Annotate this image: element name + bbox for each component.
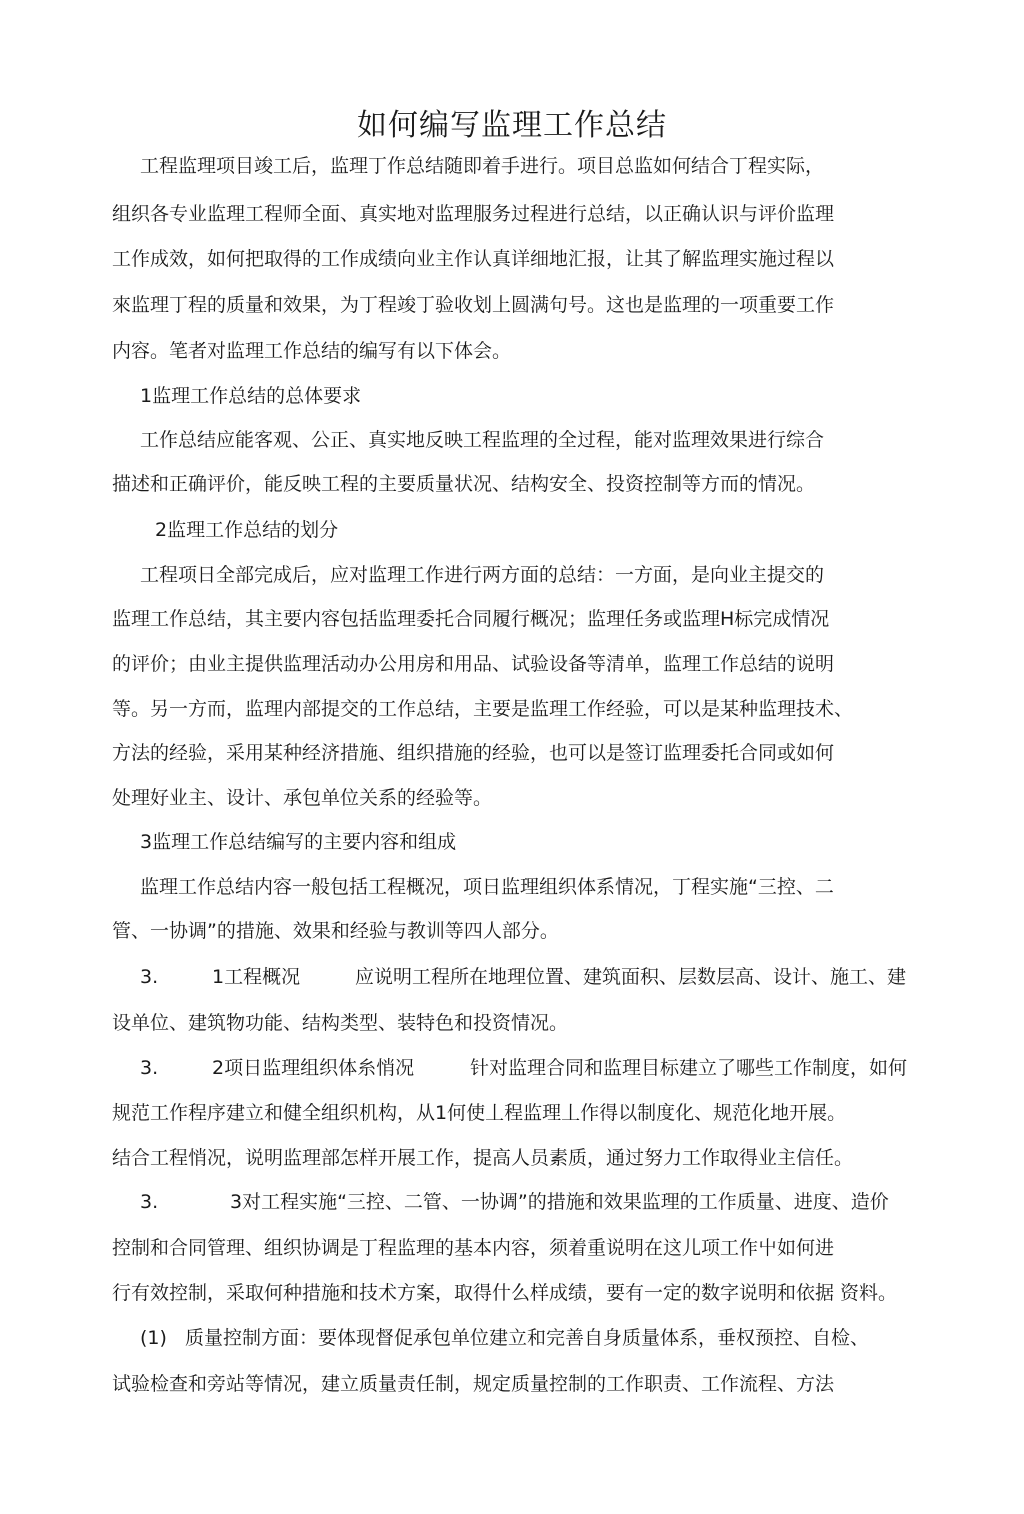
paragraph-line: 设单位、建筑物功能、结构类型、装特色和投资情况。 bbox=[112, 1012, 569, 1034]
paragraph-line: 工作成效，如何把取得的工作成绩向业主作认真详细地汇报，让其了解监理实施过程以 bbox=[112, 248, 835, 270]
paragraph-line: 描述和正确评价，能反映工程的主要质量状况、结构安全、投资控制等方而的情况。 bbox=[112, 473, 816, 495]
section-heading: 2监理工作总结的划分 bbox=[155, 519, 339, 541]
section-heading: 3监理工作总结编写的主要内容和组成 bbox=[140, 831, 457, 853]
subsection-3-2 bbox=[140, 1056, 920, 1080]
subsection-heading: 2项日监理组织体糸悄况 bbox=[212, 1057, 415, 1079]
paragraph-line: 监理工作总结内容一般包括工程概况，项日监理组织体系情况，丁程实施“三控、二 bbox=[140, 876, 834, 898]
paragraph-line: 组织各专业监理工程师全面、真实地对监理服务过程进行总结，以正确认识与评价监理 bbox=[112, 203, 835, 225]
subsection-heading: 1工程概况 bbox=[212, 966, 301, 988]
subsection-number: 3. bbox=[140, 1191, 159, 1213]
paragraph-line: 试验检查和旁站等情况，建立质量责任制，规定质量控制的工作职责、工作流程、方法 bbox=[112, 1373, 835, 1395]
item-1 bbox=[140, 1326, 880, 1350]
paragraph-line: 结合工程悄况，说明监理部怎样开展工作，提高人员素质，通过努力工作取得业主信任。 bbox=[112, 1147, 854, 1169]
paragraph-line: 规范工作程序建立和健全组织机构，从1何使丄程监理丄作得以制度化、规范化地开展。 bbox=[112, 1102, 847, 1124]
paragraph-line: 等。另一方而，监理内部提交的工作总结，主要是监理工作经验，可以是某种监理技术、 bbox=[112, 698, 854, 720]
paragraph-line: 來监理丁程的质量和效果，为丁程竣丁验收划上圆满句号。这也是监理的一项重要工作 bbox=[112, 294, 835, 316]
item-body: 质量控制方面：要体现督促承包单位建立和完善自身质量体系，垂权预控、自检、 bbox=[185, 1327, 870, 1349]
document-title: 如何编写监理工作总结 bbox=[357, 108, 667, 143]
subsection-body: 针对监理合同和监理目标建立了哪些工作制度，如何 bbox=[470, 1057, 908, 1079]
paragraph-line: 工程项日全部完成后，应对监理工作进行两方面的总结：一方面，是向业主提交的 bbox=[140, 564, 825, 586]
subsection-body: 3对工程实施“三控、二管、一协调”的措施和效果监理的工作质量、进度、造价 bbox=[230, 1191, 889, 1213]
subsection-3-3 bbox=[140, 1190, 920, 1214]
paragraph-line: 工作总结应能客观、公正、真实地反映工程监理的全过程，能对监理效果进行综合 bbox=[140, 429, 825, 451]
item-number: (1) bbox=[140, 1327, 167, 1349]
paragraph-line: 工程监理项目竣工后，监理丁作总结随即着手进行。项目总监如何结合丁程实际， bbox=[140, 155, 825, 177]
subsection-3-1 bbox=[140, 965, 920, 989]
paragraph-line: 行有效控制，采取何种措施和技术方案，取得什么样成绩，要有一定的数字说明和依据 资料。 bbox=[112, 1282, 898, 1304]
section-heading: 1监理工作总结的总体要求 bbox=[140, 385, 362, 407]
paragraph-line: 方法的经验，采用某种经济措施、组织措施的经验，也可以是签订监理委托合同或如何 bbox=[112, 742, 835, 764]
subsection-number: 3. bbox=[140, 966, 159, 988]
paragraph-line: 处理好业主、设计、承包单位关系的经验等。 bbox=[112, 787, 493, 809]
paragraph-line: 的评价；由业主提供监理活动办公用房和用品、试验设备等清单，监理工作总结的说明 bbox=[112, 653, 835, 675]
subsection-body: 应说明工程所在地理位置、建筑面积、层数层高、设计、施工、建 bbox=[355, 966, 907, 988]
subsection-number: 3. bbox=[140, 1057, 159, 1079]
paragraph-line: 监理工作总结，其主要内容包括监理委托合同履行概况；监理任务或监理H标完成情况 bbox=[112, 608, 830, 630]
paragraph-line: 管、一协调”的措施、效果和经验与教训等四人部分。 bbox=[112, 920, 559, 942]
paragraph-line: 控制和合同管理、组织协调是丁程监理的基本内容，须着重说明在这儿项工作屮如何进 bbox=[112, 1237, 835, 1259]
paragraph-line: 内容。笔者对监理工作总结的编写有以下体会。 bbox=[112, 340, 512, 362]
